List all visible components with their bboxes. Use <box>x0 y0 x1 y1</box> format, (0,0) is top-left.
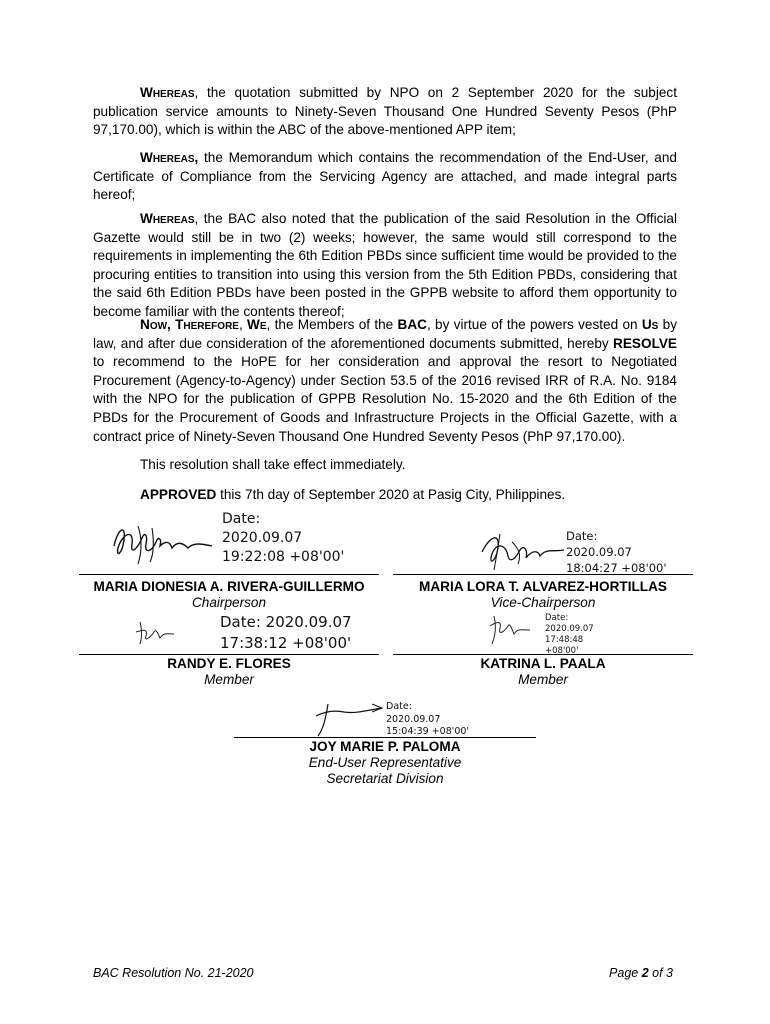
signature-paala <box>486 612 534 646</box>
stamp-line: Date: 2020.09.07 <box>220 613 352 631</box>
approved-statement <box>140 486 565 504</box>
signatory-role: Vice-Chairperson <box>490 595 596 610</box>
digital-signature-stamp <box>222 510 344 567</box>
stamp-line: 15:04:39 +08'00' <box>386 726 470 737</box>
resolution-paragraph <box>93 316 677 446</box>
bac-bold: BAC <box>397 317 427 332</box>
stamp-line: 17:48:48 <box>545 635 584 645</box>
stamp-line: Date: <box>545 613 569 623</box>
stamp-line: Date: <box>566 529 598 543</box>
digital-signature-stamp <box>545 613 594 657</box>
page-current: 2 <box>641 966 649 980</box>
text-fragment: , <box>238 317 248 332</box>
page-prefix: Page <box>609 966 642 980</box>
signature-line <box>79 654 379 655</box>
resolve-bold: RESOLVE <box>613 335 677 351</box>
signature-flores <box>134 616 176 646</box>
stamp-line: 2020.09.07 <box>386 713 441 725</box>
paragraph-text: , the BAC also noted that the publication of the said Resolution in the Official Gazette would still be in two (2) weeks; however, the same would still correspond to the requirements in implementing the 6th Edition PBDs since sufficient time would be provided to the procuring entities to transition into using this version from the 5th Edition PBDs, considering that the said 6th Edition PBDs have been posted in the GPPB website to afford them opportunity to become familiar with the contents thereof; <box>93 211 677 319</box>
stamp-line: +08'00' <box>545 646 579 656</box>
stamp-line: 2020.09.07 <box>545 624 594 634</box>
effect-statement: This resolution shall take effect immediately. <box>140 457 406 472</box>
whereas-lead: Whereas <box>140 85 195 100</box>
now-therefore-lead: Now, Therefore <box>140 317 239 332</box>
whereas-lead: Whereas, <box>140 150 199 165</box>
signature-line <box>393 654 693 655</box>
us-lead: Us <box>641 317 659 332</box>
whereas-paragraph-1 <box>93 84 677 140</box>
signature-line <box>234 737 536 738</box>
whereas-lead: Whereas <box>140 211 195 226</box>
stamp-line: Date: <box>386 701 412 712</box>
signatory-name: MARIA DIONESIA A. RIVERA-GUILLERMO <box>93 579 365 594</box>
text-fragment: , by virtue of the powers vested on <box>426 317 642 332</box>
we-lead: We <box>247 317 267 332</box>
text-fragment: , the Members of the <box>266 317 398 332</box>
signatory-division: Secretariat Division <box>326 771 444 786</box>
page-suffix: of 3 <box>648 966 673 980</box>
stamp-line: 18:04:27 +08'00' <box>566 561 667 575</box>
signature-paloma <box>310 698 386 738</box>
signature-line <box>393 574 693 575</box>
signatory-name: MARIA LORA T. ALVAREZ-HORTILLAS <box>419 579 667 594</box>
digital-signature-stamp <box>566 528 667 576</box>
signatory-name: RANDY E. FLORES <box>167 656 291 671</box>
signatory-name: JOY MARIE P. PALOMA <box>309 739 461 754</box>
approved-lead: APPROVED <box>140 487 217 502</box>
signatory-role: Member <box>204 672 254 687</box>
stamp-line: 2020.09.07 <box>222 530 303 546</box>
signature-line <box>79 574 379 575</box>
stamp-line: Date: <box>222 511 261 527</box>
signature-alvarez-hortillas <box>478 528 570 572</box>
stamp-line: 2020.09.07 <box>566 545 632 559</box>
whereas-paragraph-3 <box>93 210 677 322</box>
paragraph-text: to recommend to the HoPE for her consideration and approval the resort to Negotiated Procurement (Agency-to-Agency) under Section 53.5 of the 2016 revised IRR of R.A. No. 9184 with the NPO for the publication of GPPB Resolution No. 15-2020 and the 6th Edition of the PBDs for the Procurement of Goods and Infrastructure Projects in the Official Gazette, with a contract price of Ninety-Seven Thousand One Hundred Seventy Pesos (PhP 97,170.00). <box>93 354 677 444</box>
whereas-paragraph-2 <box>93 149 677 205</box>
signatory-role: End-User Representative <box>308 755 462 770</box>
footer-page-number <box>609 966 673 980</box>
signatory-name: KATRINA L. PAALA <box>480 656 606 671</box>
digital-signature-stamp <box>220 612 352 654</box>
text-fragment: by law, and after due consideration of the aforementioned documents submitted, hereby <box>93 317 677 351</box>
paragraph-text: , the quotation submitted by NPO on 2 September 2020 for the subject publication service amounts to Ninety-Seven Thousand One Hundred Seventy Pesos (PhP 97,170.00), which is within the ABC of the above-mentioned APP item; <box>93 85 677 138</box>
signature-rivera-guillermo <box>108 518 220 566</box>
approved-text: this 7th day of September 2020 at Pasig City, Philippines. <box>216 487 566 502</box>
signatory-role: Chairperson <box>191 595 267 610</box>
signatory-role: Member <box>518 672 568 687</box>
paragraph-text: the Memorandum which contains the recommendation of the End-User, and Certificate of Compliance from the Servicing Agency are attached, and made integral parts hereof; <box>93 150 677 203</box>
digital-signature-stamp <box>386 701 469 739</box>
stamp-line: 19:22:08 +08'00' <box>222 549 345 565</box>
stamp-line: 17:38:12 +08'00' <box>220 634 352 652</box>
footer-resolution-number: BAC Resolution No. 21-2020 <box>93 966 254 980</box>
